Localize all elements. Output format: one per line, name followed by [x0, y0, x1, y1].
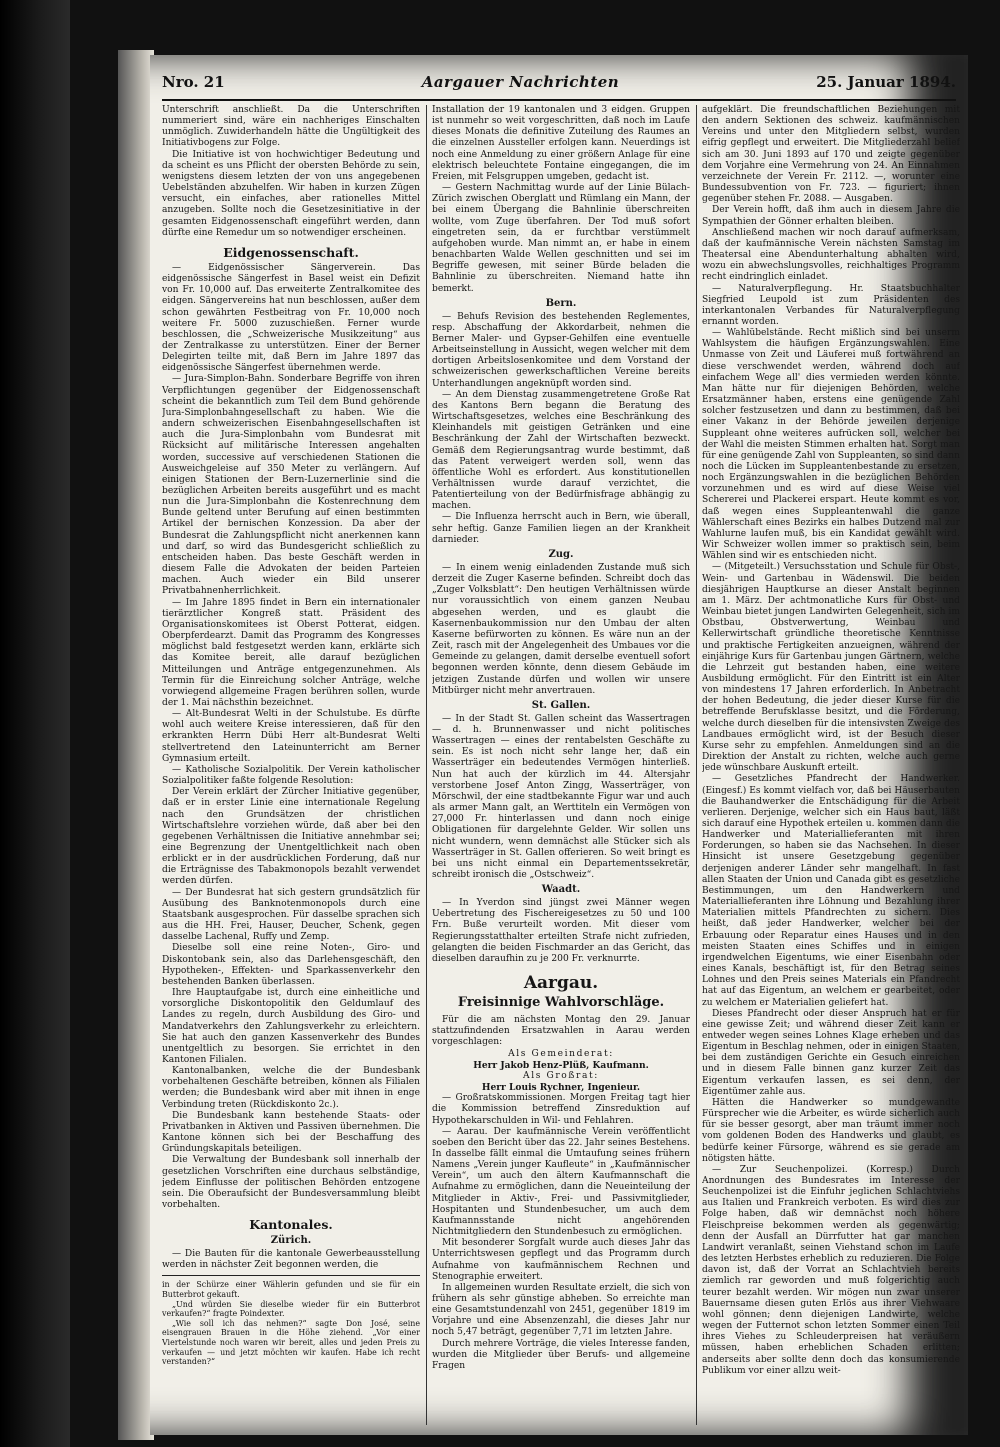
issue-number: Nro. 21	[162, 73, 225, 91]
article-paragraph: — Gestern Nachmittag wurde auf der Linie Bülach-Zürich zwischen Oberglatt und Rümlang ein Mann, der bei einem Übergang die Bahnlinie überschreiten wollte, vom Zuge überfahren. Der Tod muß sofort eingetreten sein, da er furchtbar verstümmelt aufgehoben wurde. Man nimmt an, er habe in einem benachbarten Walde Wellen geschnitten und sei im Begriffe gewesen, mit seiner Bürde beladen die Bahnlinie zu überschreiten. Niemand hatte ihn bemerkt.	[432, 183, 690, 294]
article-paragraph: Mit besonderer Sorgfalt wurde auch dieses Jahr das Unterrichtswesen gepflegt und das Programm durch Aufnahme von kaufmännischem Rechnen und Stenographie erweitert.	[432, 1238, 690, 1282]
article-paragraph: — Zur Seuchenpolizei. (Korresp.) Durch Anordnungen des Bundesrates im Interesse der Seuchenpolizei ist die Einfuhr jeglichen Schlachtviehs aus Italien und Frankreich verboten. Es wird dies zur Folge haben, daß wir demnächst noch höhere Fleischpreise bekommen werden als gegenwärtig; denn der Ausfall an Dürrfutter hat gar manchen Landwirt veranlaßt, seinen Viehstand schon im Laufe des letzten Herbstes erheblich zu reduzieren. Die Folge davon ist, daß der Vorrat an Schlachtvieh bereits ziemlich rar geworden und muß folgerichtig auch teurer bezahlt werden. Wir mögen nun zwar unserer Bauernsame diesen guten Erlös aus ihrer Viehwaare wohl gönnen; denn diejenigen Landwirte, welche wegen der Futternot schon letzten Sommer einen Teil ihres Viehes zu Schleuderpreisen hat veräußern müssen, haben erheblichen Schaden erlitten; anderseits aber sollte denn doch das konsumierende Publikum vor einer allzu weit-	[702, 1164, 960, 1376]
column-1	[162, 105, 420, 1425]
section-heading: Aargau.	[523, 973, 599, 994]
article-paragraph: Installation der 19 kantonalen und 3 eidgen. Gruppen ist nunmehr so weit vorgeschritten, daß noch im Laufe dieses Monats die definitive Zuteilung des Raumes an die einzelnen Aussteller erfolgen kann. Neuerdings ist noch eine Anmeldung zu einer größern Anlage für eine elektrisch beleuchtete Fontaine eingegangen, die im Freien, mit Felsgruppen umgeben, gedacht ist.	[432, 105, 690, 182]
article-paragraph: — Naturalverpflegung. Hr. Staatsbuchhalter Siegfried Leupold ist zum Präsidenten des interkantonalen Verbandes für Naturalverpflegung ernannt worden.	[702, 283, 960, 327]
feuilleton-text: in der Schürze einer Wählerin gefunden und sie für ein Butterbrot gekauft.	[162, 1280, 420, 1300]
feuilleton-rule	[162, 1275, 420, 1276]
article-paragraph: — Behufs Revision des bestehenden Reglementes, resp. Abschaffung der Akkordarbeit, nehmen die Berner Maler- und Gypser-Gehilfen eine eventuelle Arbeitseinstellung in Aussicht, wegen welcher mit dem dortigen Arbeitslosenkomitee und dem Vorstand der schweizerischen gewerkschaftlichen Vereine bereits Unterhandlungen angeknüpft worden sind.	[432, 311, 690, 389]
column-2	[432, 105, 690, 1425]
article-paragraph: — (Mitgeteilt.) Versuchsstation und Schule für Obst-, Wein- und Gartenbau in Wädenswil. Die beiden diesjährigen Hauptkurse an dieser Anstalt beginnen am 1. März. Der achtmonatliche Kurs für Obst- und Weinbau bietet jungen Landwirten Gelegenheit, sich im Obstbau, Obstverwertung, Weinbau und Kellerwirtschaft gründliche theoretische Kenntnisse und praktische Fertigkeiten anzueignen, während der einjährige Kurs für Gartenbau jungen Gärtnern, welche die Lehrzeit gut bestanden haben, eine weitere Ausbildung ermöglicht. Für den Eintritt ist ein Alter von mindestens 17 Jahren erforderlich. In Anbetracht der hohen Bedeutung, die jeder dieser Kurse für die betreffende Berufsklasse besitzt, und die Förderung, welche durch dieselben für die intensivsten Zweige des Landbaues ermöglicht wird, ist der Besuch dieser Kurse sehr zu empfehlen. Anmeldungen sind an die Direktion der Anstalt zu richten, welche auch gerne jede wünschbare Auskunft erteilt.	[702, 562, 960, 774]
subsection-heading: Zürich.	[270, 1235, 312, 1247]
article-paragraph: — Eidgenössischer Sängerverein. Das eidgenössische Sängerfest in Basel weist ein Defizit von Fr. 10,000 auf. Das erweiterte Zentralkomitee des eidgen. Sängervereins hat nun beschlossen, außer dem schon gewährten Festbeitrag von Fr. 10,000 noch weitere Fr. 5000 zuzuschießen. Ferner wurde beschlossen, die „Schweizerische Musikzeitung“ aus der Zentralkasse zu unterstützen. Einer der Berner Delegirten teilte mit, daß Bern im Jahre 1897 das eidgenössische Sängerfest übernehmen werde.	[162, 262, 420, 374]
article-paragraph: — In der Stadt St. Gallen scheint das Wassertragen — d. h. Brunnenwasser und nicht politisches Wassertragen — eines der rentabelsten Geschäfte zu sein. Es ist noch nicht sehr lange her, daß ein Wasserträger ein bedeutendes Vermögen hinterließ. Nun hat auch der kürzlich im 44. Altersjahr verstorbene Josef Anton Zingg, Wasserträger, von Mörschwil, der eine stadtbekannte Figur war und auch als armer Mann galt, an Werttiteln ein Vermögen von 27,000 Fr. hinterlassen und dann noch einige Obligationen für dargelehnte Gelder. Wir sollen uns nicht wundern, wenn demnächst alle Stücker sich als Wasserträger in St. Gallen offerieren. So weit bringt es bei uns nicht einmal ein Departementssekretär, schreibt ironisch die „Ostschweiz“.	[432, 713, 690, 880]
feuilleton-text: „Wie soll ich das nehmen?“ sagte Don José, seine eisengrauen Brauen in die Höhe ziehend. „Vor einer Viertelstunde noch waren wir bereit, alles und jeden Preis zu verkaufen — und jetzt möchten wir kaufen. Habe ich recht verstanden?“	[162, 1318, 420, 1367]
candidate-name: Herr Louis Rychner, Ingenieur.	[481, 1082, 641, 1094]
article-paragraph: — Die Bauten für die kantonale Gewerbeausstellung werden in nächster Zeit begonnen werden, die	[162, 1249, 420, 1271]
issue-date: 25. Januar 1894.	[816, 73, 956, 91]
article-paragraph: Der Verein hofft, daß ihm auch in diesem Jahre die Sympathien der Gönner erhalten bleiben.	[702, 205, 960, 227]
article-paragraph: — Gesetzliches Pfandrecht der Handwerker. (Eingesf.) Es kommt vielfach vor, daß bei Häuserbauten die Bauhandwerker die Entschädigung für die Arbeit verlieren. Derjenige, welcher sich ein Haus baut, läßt sich darauf eine Hypothek erteilen u. kommen dann die Handwerker und Materiallieferanten mit ihren Forderungen, so haben sie das Nachsehen. In dieser Hinsicht ist unsere Gesetzgebung gegenüber derjenigen anderer Länder sehr mangelhaft. In fast allen Staaten der Union und Canada gibt es gesetzliche Bestimmungen, um den Handwerkern und Materiallieferanten ihre Löhnung und Bezahlung ihrer Materialien mittels Pfandrechten zu sichern. Dies heißt, daß jeder Handwerker, welcher bei der Erbauung oder Reparatur eines Hauses und in den meisten Staaten eines Schiffes und in einigen irgendwelchen Eigentums, wie einer Eisenbahn oder eines Kanals, beschäftigt ist, für den Betrag seines Lohnes und den Preis seines Materials ein Pfandrecht hat auf das Eigentum, an welchem er gearbeitet, oder zu welchem er Materialien geliefert hat.	[702, 774, 960, 1008]
article-paragraph: — Im Jahre 1895 findet in Bern ein internationaler tierärztlicher Kongreß statt. Präsident des Organisationskomitees ist Oberst Potterat, eidgen. Oberpferdearzt. Damit das Programm des Kongresses möglichst bald festgesetzt werden kann, erklärte sich das Komitee bereit, alle darauf bezüglichen Mitteilungen und Anträge entgegenzunehmen. Als Termin für die Einreichung solcher Anträge, welche vorwiegend allgemeine Fragen berühren sollen, wurde der 1. Mai nächsthin bezeichnet.	[162, 597, 420, 708]
article-paragraph: Dieselbe soll eine reine Noten-, Giro- und Diskontobank sein, also das Darlehensgeschäft, den Hypotheken-, Effekten- und Sparkassenverkehr den bestehenden Banken überlassen.	[162, 943, 420, 987]
article-paragraph: Ihre Hauptaufgabe ist, durch eine einheitliche und vorsorgliche Diskontopolitik den Geldumlauf des Landes zu regeln, durch Ausbildung des Giro- und Mandatverkehrs den Zahlungsverkehr zu erleichtern. Sie hat auch den ganzen Kassenverkehr des Bundes unentgeltlich zu besorgen. Sie errichtet in den Kantonen Filialen.	[162, 988, 420, 1065]
article-paragraph: Hätten die Handwerker so mundgewandte Fürsprecher wie die Arbeiter, es würde sicherlich auch für sie besser gesorgt, aber man träumt immer noch vom goldenen Boden des Handwerks und glaubt, es bedürfe keiner Fürsorge, während es sie gerade am nötigsten hätte.	[702, 1097, 960, 1164]
page-header	[162, 73, 956, 99]
article-paragraph: — Katholische Sozialpolitik. Der Verein katholischer Sozialpolitiker faßte folgende Resolution:	[162, 764, 420, 787]
article-paragraph: aufgeklärt. Die freundschaftlichen Beziehungen mit den andern Sektionen des schweiz. kaufmännischen Vereins und unter den Mitgliedern selbst, wurden eifrig gepflegt und erweitert. Die Mitgliederzahl belief sich am 30. Juni 1893 auf 170 und zeigte gegenüber dem Vorjahre eine Vermehrung von 24. An Einnahmen verzeichnete der Verein Fr. 2112. —, worunter eine Bundessubvention von Fr. 723. — figuriert; ihnen gegenüber stehen Fr. 2088. — Ausgaben.	[702, 105, 960, 205]
article-paragraph: — Der Bundesrat hat sich gestern grundsätzlich für Ausübung des Banknotenmonopols durch eine Staatsbank ausgesprochen. Für dasselbe sprachen sich aus die HH. Frei, Hauser, Deucher, Schenk, gegen dasselbe Lachenal, Ruffy und Zemp.	[162, 887, 420, 943]
article-paragraph: Die Bundesbank kann bestehende Staats- oder Privatbanken in Aktiven und Passiven übernehmen. Die Kantone können sich bei der Beschaffung des Gründungskapitals beteiligen.	[162, 1110, 420, 1155]
feuilleton-text: „Und würden Sie dieselbe wieder für ein Butterbrot verkaufen?“ fragte Poindexter.	[162, 1299, 420, 1319]
article-paragraph: Durch mehrere Vorträge, die vieles Interesse fanden, wurden die Mitglieder über Berufs- und allgemeine Fragen	[432, 1338, 690, 1371]
page-binding-edge	[118, 50, 154, 1440]
subsection-heading: Freisinnige Wahlvorschläge.	[457, 995, 665, 1011]
article-paragraph: Unterschrift anschließt. Da die Unterschriften nummeriert sind, wäre ein nachheriges Einschalten unmöglich. Zuwiderhandeln hätte die Ungültigkeit des Initiativbogens zur Folge.	[162, 105, 420, 149]
article-paragraph: Anschließend machen wir noch darauf aufmerksam, daß der kaufmännische Verein nächsten Samstag im Theatersal eine Abendunterhaltung abhalten wird, wozu ein abwechslungsvolles, reichhaltiges Programm recht eindringlich einladet.	[702, 227, 960, 283]
column-3	[702, 105, 960, 1425]
article-paragraph: In allgemeinen wurden Resultate erzielt, die sich von frühern als sehr günstige abheben. So erreichte man eine Gesamtstundenzahl von 2451, gegenüber 1819 im Vorjahre und eine Absenzenzahl, die dieses Jahr nur noch 5,47 beträgt, gegenüber 7,71 im letzten Jahre.	[432, 1282, 690, 1338]
subsection-heading: Bern.	[545, 297, 577, 309]
column-divider	[696, 105, 697, 1425]
article-paragraph: Kantonalbanken, welche die der Bundesbank vorbehaltenen Geschäfte betreiben, können als Filialen werden; die Bundesbank wird aber mit ihnen in enge Verbindung treten (Rückdiskonto 2c.).	[162, 1066, 420, 1110]
subsection-heading: Zug.	[548, 548, 574, 560]
article-paragraph: — In einem wenig einladenden Zustande muß sich derzeit die Zuger Kaserne befinden. Schreibt doch das „Zuger Volksblatt“: Den heutigen Verhältnissen würde nur voraussichtlich von einem ganzen Neubau abgesehen werden, und es glaubt die Kasernenbaukommission nur den Umbau der alten Kaserne befürworten zu können. Es wäre nun an der Zeit, rasch mit der Angelegenheit des Umbaues vor die Gemeinde zu gelangen, damit derselbe eventuell sofort begonnen werden könnte, denn diesem Gebäude im jetzigen Zustande dürfen und wollen wir unsere Mitbürger nicht mehr anvertrauen.	[432, 562, 690, 696]
scan-background	[0, 0, 70, 1447]
candidate-office: Als Großrat:	[523, 1070, 599, 1081]
article-paragraph: Die Initiative ist von hochwichtiger Bedeutung und da scheint es uns Pflicht der obersten Behörde zu sein, wenigstens diesem letzten der von uns angegebenen Uebelständen abzuhelfen. Wir haben in kurzen Zügen versucht, ein einfaches, aber rationelles Mittel anzugeben. Sollte noch die Gesetzesinitiative in der gesamten Eidgenossenschaft eingeführt werden, dann dürfte eine Remedur um so notwendiger erscheinen.	[162, 149, 420, 238]
column-divider	[426, 105, 427, 1425]
subsection-heading: Waadt.	[541, 884, 581, 896]
section-heading: Eidgenossenschaft.	[223, 244, 359, 260]
article-paragraph: Für die am nächsten Montag den 29. Januar stattzufindenden Ersatzwahlen in Aarau werden vorgeschlagen:	[432, 1015, 690, 1048]
article-paragraph: — Großratskommissionen. Morgen Freitag tagt hier die Kommission betreffend Zinsreduktion auf Hypothekarschulden in Wil- und Fehlahren.	[432, 1093, 690, 1126]
article-paragraph: — Wahlübelstände. Recht mißlich sind bei unserm Wahlsystem die häufigen Ergänzungswahlen. Eine Unmasse von Zeit und Läuferei muß fortwährend an diese verschwendet werden, während doch auf einfachem Wege all' dies vermieden werden könnte. Man hätte nur für diejenigen Behörden, welche Ersatzmänner haben, erstens eine genügende Zahl solcher festzusetzen und dann zu bestimmen, daß bei einer Vakanz in der Behörde jeweilen derjenige Suppleant ohne weiteres aufrücken soll, welcher bei der Wahl die meisten Stimmen erhalten hat. Sorgt man für eine genügende Zahl von Suppleanten, so sind dann noch die Lücken im Suppleantenbestande zu ersetzen, noch Ergänzungswahlen in die bezüglichen Behörden vorzunehmen und es wird auf diese Weise viel Schererei und Plackerei erspart. Heute kommt es vor, daß wegen eines Suppleantenwahl die ganze Wählerschaft eines Bezirks ein halbes Dutzend mal zur Wahlurne laufen muß, bis ein Kandidat gewählt wird. Wir Schweizer wollen immer so praktisch sein, beim Wählen sind wir es entschieden nicht.	[702, 328, 960, 562]
article-paragraph: — Jura-Simplon-Bahn. Sonderbare Begriffe von ihren Verpflichtungen gegenüber der Eidgenossenschaft scheint die bekanntlich zum Teil dem Bund gehörende Jura-Simplonbahngesellschaft zu haben. Wie die andern schweizerischen Eisenbahngesellschaften ist auch die Jura-Simplonbahn vom Bundesrat mit Rücksicht auf militärische Interessen angehalten worden, successive auf verschiedenen Stationen die Ausweichgeleise auf 350 Meter zu verlängern. Auf einigen Stationen der Bern-Luzernerlinie sind die bezüglichen Arbeiten bereits ausgeführt und es macht nun die Jura-Simplonbahn die Kostenrechnung dem Bunde geltend unter Berufung auf einen bestimmten Artikel der bernischen Konzession. Da aber der Bundesrat die Zahlungspflicht nicht anerkennen kann und darf, so wird das Bundesgericht schließlich zu entscheiden haben. Das beste Geschäft werden in diesem Falle die Advokaten der beiden Parteien machen. Auch wieder ein Bild unserer Privatbahnenherrlichkeit.	[162, 374, 420, 597]
article-paragraph: — An dem Dienstag zusammengetretene Große Rat des Kantons Bern begann die Beratung des Wirtschaftsgesetzes, welches eine Beschränkung des Kleinhandels mit geistigen Getränken und eine Beschränkung der Zahl der Wirtschaften bezweckt. Gemäß dem Regierungsantrag wurde bestimmt, daß das Patent verweigert werden soll, wenn das öffentliche Wohl es erfordert. Aus konstitutionellen Verhältnissen wurde darauf verzichtet, die Patentierteilung von der Bedürfnisfrage abhängig zu machen.	[432, 389, 690, 512]
article-paragraph: Die Verwaltung der Bundesbank soll innerhalb der gesetzlichen Vorschriften eine durchaus selbständige, jedem Einflusse der politischen Behörden entzogene sein. Die Oberaufsicht der Bundesversammlung bleibt vorbehalten.	[162, 1155, 420, 1210]
article-paragraph: — Aarau. Der kaufmännische Verein veröffentlicht soeben den Bericht über das 22. Jahr seines Bestehens. In dasselbe fällt einmal die Umtaufung seines frühern Namens „Verein junger Kaufleute“ in „Kaufmännischer Verein“, um auch den ältern Kaufmannschaft die Aufnahme zu ermöglichen, dann die Neueinteilung der Mitglieder in Aktiv-, Frei- und Passivmitglieder, Hospitanten und Stundenbesucher, um auch dem Kaufmannsstande nicht angehörenden Nichtmitgliedern den Stundenbesuch zu ermöglichen.	[432, 1126, 690, 1238]
article-paragraph: — Alt-Bundesrat Welti in der Schulstube. Es dürfte wohl auch weitere Kreise interessieren, daß für den erkrankten Herrn Dübi Herr alt-Bundesrat Welti stellvertretend den Lateinunterricht am Berner Gymnasium erteilt.	[162, 709, 420, 764]
article-paragraph: Dieses Pfandrecht oder dieser Anspruch hat er für eine gewisse Zeit; und während dieser Zeit kann er entweder wegen seines Lohnes Klage erheben und das Eigentum in Beschlag nehmen, oder in einigen Staaten, bei dem zuständigen Gerichte ein Gesuch einreichen und in diesem Falle binnen ganz kurzer Zeit das Eigentum verkaufen lassen, es sei denn, der Eigentümer zahle aus.	[702, 1008, 960, 1097]
article-paragraph: — In Yverdon sind jüngst zwei Männer wegen Uebertretung des Fischereigesetzes zu 50 und 100 Frn. Buße verurteilt worden. Mit dieser vom Regierungsstatthalter erteilten Strafe nicht zufrieden, gelangten die beiden Fischmarder an das Gericht, das dieselben daraufhin zu je 200 Fr. verknurrte.	[432, 898, 690, 964]
newspaper-title: Aargauer Nachrichten	[421, 73, 620, 91]
section-heading: Kantonales.	[249, 1217, 333, 1233]
newspaper-page	[150, 55, 968, 1435]
candidate-name: Herr Jakob Henz-Plüß, Kaufmann.	[473, 1059, 649, 1071]
candidate-office: Als Gemeinderat:	[508, 1048, 614, 1059]
article-paragraph: — Die Influenza herrscht auch in Bern, wie überall, sehr heftig. Ganze Familien liegen an der Krankheit darnieder.	[432, 512, 690, 545]
article-paragraph: Der Verein erklärt der Zürcher Initiative gegenüber, daß er in erster Linie eine internationale Regelung nach den Grundsätzen der christlichen Wirtschaftslehre vorziehen würde, daß aber bei den gegebenen Verhältnissen die Initiative annehmbar sei; eine Begrenzung der Unentgeltlichkeit nach oben erblickt er in der ausdrücklichen Forderung, daß nur die Erträgnisse des Tabakmonopols bezahlt verwendet werden dürfen.	[162, 787, 420, 887]
subsection-heading: St. Gallen.	[531, 699, 591, 711]
header-rule	[162, 99, 956, 101]
